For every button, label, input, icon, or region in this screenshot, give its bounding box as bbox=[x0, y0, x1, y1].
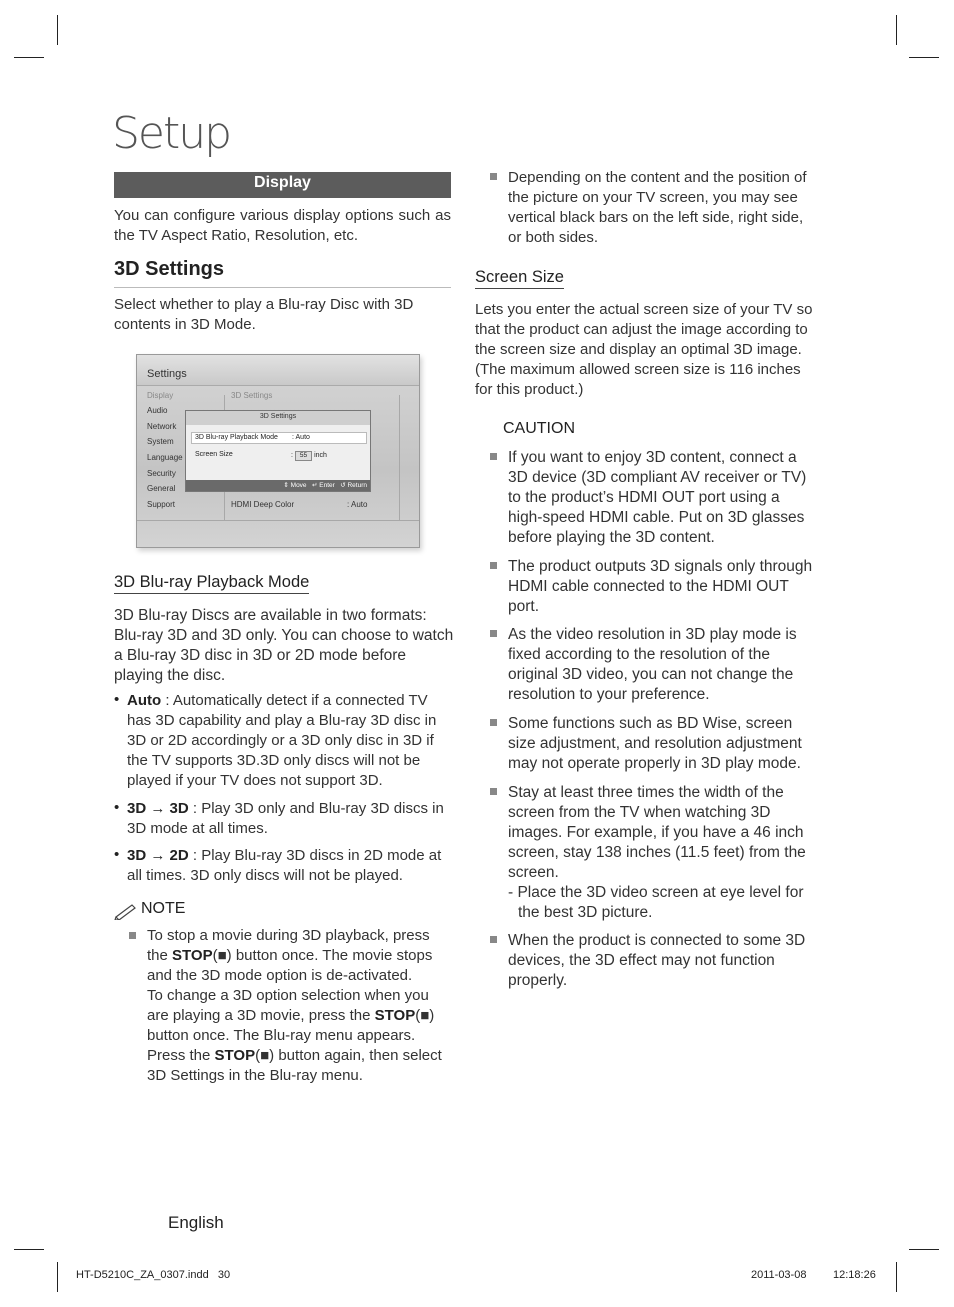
stop-icon: (■) bbox=[415, 1007, 435, 1024]
square-bullet bbox=[490, 562, 497, 569]
crop-mark bbox=[896, 1262, 897, 1292]
bullet-text: : Play 3D only and Blu-ray 3D discs in 3D mode at all times. bbox=[127, 800, 444, 837]
square-bullet bbox=[490, 788, 497, 795]
osd-colon: : bbox=[291, 452, 293, 459]
bullet-text: : Play Blu-ray 3D discs in 2D mode at all times. 3D only discs will not be played. bbox=[127, 847, 442, 884]
caution-item: If you want to enjoy 3D content, connect a 3D device (3D compliant AV receiver or TV) to the product’s HDMI OUT port using a high-speed HDMI cable. Put on 3D glasses before playing the 3D content. bbox=[508, 449, 807, 546]
osd-row-label: Screen Size bbox=[195, 451, 233, 458]
heading-screen-size: Screen Size bbox=[475, 268, 564, 289]
square-bullet bbox=[490, 630, 497, 637]
osd-row-value-group bbox=[291, 451, 327, 461]
bullet-term: 3D → 3D bbox=[127, 800, 189, 817]
osd-menu-item: System bbox=[147, 437, 174, 446]
bullet-3d-2d bbox=[127, 846, 452, 886]
screen-size-para: Lets you enter the actual screen size of your TV so that the product can adjust the image according to the screen size and display an optimal 3D image. (The maximum allowed screen size is 116 inches for this product.) bbox=[475, 301, 813, 398]
heading-playback-mode: 3D Blu-ray Playback Mode bbox=[114, 573, 309, 594]
note-fragment: To change a 3D option selection when you are playing a 3D movie, press the bbox=[147, 987, 429, 1024]
osd-row-playback-mode bbox=[191, 432, 367, 444]
caution-item: When the product is connected to some 3D devices, the 3D effect may not function properly. bbox=[508, 932, 806, 989]
osd-bottom-value: : Auto bbox=[347, 500, 368, 509]
crop-mark bbox=[57, 15, 58, 45]
osd-menu-item: General bbox=[147, 484, 176, 493]
stop-icon: (■) bbox=[255, 1047, 275, 1064]
bullet-3d-3d bbox=[127, 799, 452, 839]
bullet-term: Auto bbox=[127, 692, 162, 709]
osd-divider bbox=[399, 395, 400, 520]
stop-label: STOP bbox=[374, 1007, 416, 1024]
square-bullet bbox=[490, 719, 497, 726]
osd-popup-title: 3D Settings bbox=[186, 411, 370, 425]
osd-row-screen-size bbox=[195, 451, 327, 459]
note-label: NOTE bbox=[141, 900, 186, 917]
note-fragment: button once. The movie stops and the 3D mode option is de-activated. bbox=[147, 947, 433, 984]
bullet-dot: • bbox=[114, 846, 120, 863]
crop-mark bbox=[909, 1249, 939, 1250]
osd-divider bbox=[137, 520, 419, 521]
eye-level-sub-note: - Place the 3D video screen at eye level for the best 3D picture. bbox=[508, 884, 804, 921]
bullet-dot: • bbox=[114, 691, 120, 708]
note-fragment: button once. The Blu-ray menu appears. Press the bbox=[147, 1027, 416, 1064]
stop-label: STOP bbox=[214, 1047, 256, 1064]
footer-filename: HT-D5210C_ZA_0307.indd 30 bbox=[76, 1269, 231, 1281]
crop-mark bbox=[909, 57, 939, 58]
crop-mark bbox=[57, 1262, 58, 1292]
osd-footer-move: Move bbox=[290, 482, 307, 489]
osd-menu-item: Language bbox=[147, 453, 183, 462]
osd-menu-item: Security bbox=[147, 469, 176, 478]
note-text bbox=[147, 926, 453, 1086]
crop-mark bbox=[896, 15, 897, 45]
bullet-dot: • bbox=[114, 799, 120, 816]
osd-row-label: 3D Blu-ray Playback Mode bbox=[195, 434, 278, 441]
heading-3d-settings: 3D Settings bbox=[114, 258, 451, 288]
footer-date: 2011-03-08 bbox=[751, 1269, 807, 1281]
osd-popup-footer bbox=[186, 480, 370, 491]
osd-right-header: 3D Settings bbox=[231, 391, 273, 400]
osd-menu-item: Network bbox=[147, 422, 177, 431]
caution-item: The product outputs 3D signals only through HDMI cable connected to the HDMI OUT port. bbox=[508, 558, 813, 615]
bullet-term: 3D → 2D bbox=[127, 847, 189, 864]
osd-menu-item: Audio bbox=[147, 406, 168, 415]
osd-footer-enter: Enter bbox=[319, 482, 335, 489]
updown-icon: ⇕ bbox=[283, 482, 289, 489]
crop-mark bbox=[14, 1249, 44, 1250]
osd-row-value: : Auto bbox=[292, 434, 310, 441]
stop-icon: (■) bbox=[212, 947, 232, 964]
osd-menu-item: Support bbox=[147, 500, 176, 509]
bullet-auto bbox=[127, 691, 452, 791]
intro-3d-settings: Select whether to play a Blu-ray Disc with 3D contents in 3D Mode. bbox=[114, 296, 414, 333]
square-bullet bbox=[490, 453, 497, 460]
stop-label: STOP bbox=[172, 947, 213, 964]
square-bullet bbox=[129, 932, 136, 939]
caution-item: Stay at least three times the width of the screen from the TV when watching 3D images. For example, if you have a 46 inch screen, stay 138 inches (11.5 feet) from the screen. bbox=[508, 784, 806, 881]
footer-time: 12:18:26 bbox=[833, 1269, 876, 1281]
osd-footer-return: Return bbox=[347, 482, 367, 489]
osd-title: Settings bbox=[147, 368, 187, 380]
crop-mark bbox=[14, 57, 44, 58]
section-bar-display: Display bbox=[114, 172, 451, 198]
osd-bottom-label: HDMI Deep Color bbox=[231, 500, 295, 509]
return-icon: ↺ bbox=[340, 482, 346, 489]
page-title: Setup bbox=[112, 108, 231, 159]
caution-item: As the video resolution in 3D play mode is fixed according to the resolution of the original 3D video, you can not change the resolution to your preference. bbox=[508, 626, 797, 703]
square-bullet bbox=[490, 936, 497, 943]
osd-unit: inch bbox=[314, 452, 327, 459]
caution-label: CAUTION bbox=[503, 420, 575, 437]
note-pencil-icon bbox=[114, 902, 138, 920]
display-intro: You can configure various display options such as the TV Aspect Ratio, Resolution, etc. bbox=[114, 207, 451, 244]
playback-para: 3D Blu-ray Discs are available in two formats: Blu-ray 3D and 3D only. You can choose to watch a Blu-ray 3D disc in 3D or 2D mode before playing the disc. bbox=[114, 607, 454, 684]
footer-language: English bbox=[168, 1213, 224, 1232]
note-fragment: button again, then select 3D Settings in the Blu-ray menu. bbox=[147, 1047, 442, 1084]
bullet-text: : Automatically detect if a connected TV has 3D capability and play a Blu-ray 3D disc in 3D or 2D accordingly or a 3D only disc in 3D if the TV supports 3D.3D only discs will not be played if your TV does not support 3D. bbox=[127, 692, 437, 789]
square-bullet bbox=[490, 173, 497, 180]
osd-screen-size-box: 55 bbox=[295, 451, 312, 461]
enter-icon: ↵ bbox=[311, 482, 318, 489]
settings-screenshot bbox=[136, 354, 420, 548]
osd-menu-item: Display bbox=[147, 391, 174, 400]
caution-item: Some functions such as BD Wise, screen size adjustment, and resolution adjustment may not operate properly in 3D play mode. bbox=[508, 715, 802, 772]
black-bars-note: Depending on the content and the position of the picture on your TV screen, you may see vertical black bars on the left side, right side, or both sides. bbox=[508, 169, 807, 246]
osd-popup-3d-settings bbox=[185, 410, 371, 492]
note-fragment: To stop a movie during 3D playback, press the bbox=[147, 927, 430, 964]
